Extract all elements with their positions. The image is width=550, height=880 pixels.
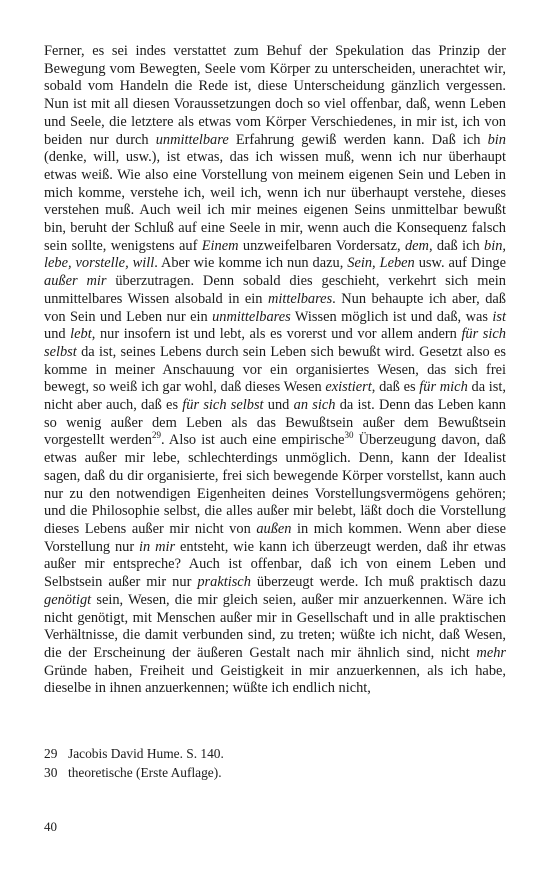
text-run: sein, Wesen, die mir gleich seien, außer mir anzuerkennen. Wäre ich nicht genötigt, mit Menschen außer mir in Gesellschaft und in alle praktischen Verhältnisse, die damit verbunden sind, zu treten; wüßte ich nicht, daß Wesen, die der Erscheinung der äußeren Gestalt nach mir ähnlich sind, nicht	[44, 591, 506, 661]
footnotes	[44, 745, 506, 782]
emphasis: außer mir	[44, 273, 107, 290]
emphasis: Sein, Leben	[347, 255, 415, 272]
emphasis: Einem	[201, 237, 239, 254]
text-run: da ist, nicht aber auch, daß es	[44, 379, 506, 414]
emphasis: für sich selbst	[44, 326, 506, 360]
text-run: . Also ist auch eine empirische	[160, 432, 345, 449]
footnote	[44, 745, 506, 764]
text-run: und	[263, 397, 294, 414]
footnote-reference: 30	[344, 430, 354, 441]
emphasis: für sich selbst	[182, 397, 264, 414]
text-run: (denke, will, usw.), ist etwas, das ich wissen muß, wenn ich nur überhaupt etwas weiß. Wie also eine Vorstellung von meinem eigenen Sein und Leben in mich komme, verstehe ich, weil ich, wenn ich nur überhaupt verstehe, dieses verstehen muß. Auch weil ich mir meines eigenen Seins unmittelbar bewußt bin, beruht der Schluß auf eine Seele in mir, wenn auch die Konsequenz falsch sein sollte, wenigstens auf	[44, 149, 506, 254]
emphasis: außen	[256, 520, 292, 537]
emphasis: existiert	[325, 379, 372, 396]
page-number: 40	[44, 819, 57, 834]
emphasis: bin	[487, 131, 506, 148]
emphasis: bin, lebe, vorstelle, will	[44, 237, 507, 272]
text-run: und	[44, 326, 71, 343]
text-run: entsteht, wie kann ich überzeugt werden, daß ihr etwas außer mir entspreche? Auch ist offenbar, daß ich von einem Leben und Selbstsein außer mir nur	[44, 538, 506, 591]
emphasis: an sich	[293, 397, 336, 414]
text-run: . Aber wie komme ich nun dazu,	[154, 255, 348, 272]
text-run: usw. auf Dinge	[414, 255, 506, 272]
text-run: , daß es	[371, 379, 420, 396]
emphasis: mehr	[476, 644, 506, 661]
text-run: , nur insofern ist und lebt, als es vorerst und vor allem andern	[91, 326, 462, 343]
text-run: unzweifelbaren Vordersatz,	[238, 237, 405, 254]
emphasis: unmittelbare	[155, 131, 229, 148]
emphasis: genötigt	[44, 591, 92, 608]
emphasis: lebt	[70, 326, 92, 343]
emphasis: für mich	[419, 379, 468, 396]
text-run: , daß ich	[428, 237, 485, 254]
emphasis: ist	[492, 308, 507, 325]
body-text	[44, 43, 506, 698]
footnote-number: 29	[44, 746, 58, 761]
footnote-text: Jacobis David Hume. S. 140.	[68, 746, 224, 761]
emphasis: mittelbares	[267, 290, 333, 307]
emphasis: praktisch	[197, 574, 251, 591]
footnote-number: 30	[44, 764, 58, 780]
emphasis: in mir	[139, 538, 176, 555]
emphasis: unmittelbares	[212, 308, 291, 325]
footnote-reference: 29	[151, 430, 161, 441]
text-run: da ist, seines Lebens durch sein Leben sich bewußt wird. Gesetzt also es komme in meiner Anschauung vor ein organisiertes Wesen, das sich frei bewegt, so weiß ich gar wohl, daß dieses Wesen	[44, 343, 506, 396]
text-run: Erfahrung gewiß werden kann. Daß ich	[228, 131, 488, 148]
body-paragraph	[44, 43, 506, 698]
text-run: überzeugt werde. Ich muß praktisch dazu	[250, 574, 506, 591]
text-run: da ist. Denn das Leben kann so wenig außer dem Leben als das Bewußtsein außer dem Bewußtsein vorgestellt werden	[44, 397, 506, 449]
text-run: Ferner, es sei indes verstattet zum Behuf der Spekulation das Prinzip der Bewegung vom Bewegten, Seele vom Körper zu unterscheiden, unerachtet wir, sobald vom Handeln die Rede ist, diese Unterscheidung gänzlich vergessen. Nun ist mit all diesen Voraussetzungen doch so viel offenbar, daß, wenn Leben und Seele, die letztere als etwas vom Körper Verschiedenes, in mir ist, ich von beiden nur durch	[44, 43, 506, 148]
text-run: Wissen möglich ist und daß, was	[290, 308, 493, 325]
emphasis: dem	[404, 237, 429, 254]
text-run: Gründe haben, Freiheit und Geistigkeit in mir anzuerkennen, als ich habe, dieselbe in ihnen anzuerkennen; wüßte ich endlich nicht,	[44, 662, 506, 697]
footnote	[44, 764, 506, 783]
text-run: . Nun behaupte ich aber, daß von Sein und Leben nur ein	[44, 290, 506, 325]
text-run: Überzeugung davon, daß etwas außer mir lebe, schlechterdings unmöglich. Denn, kann der Idealist sagen, daß du dir organisierte, frei sich bewegende Körper vorstellst, kann auch nur zu den notwendigen Eigenheiten deines Vorstellungsvermögens gehören; und die Philosophie selbst, die alles außer mir belebt, läßt doch die Vorstellung dieses Lebens außer mir nicht von	[44, 432, 507, 537]
text-run: in mich kommen. Wenn aber diese Vorstellung nur	[44, 520, 506, 555]
footnote-text: theoretische (Erste Auflage).	[68, 764, 222, 780]
text-run: überzutragen. Denn sobald dies geschieht, verkehrt sich mein unmittelbares Wissen alsobald in ein	[44, 273, 506, 307]
